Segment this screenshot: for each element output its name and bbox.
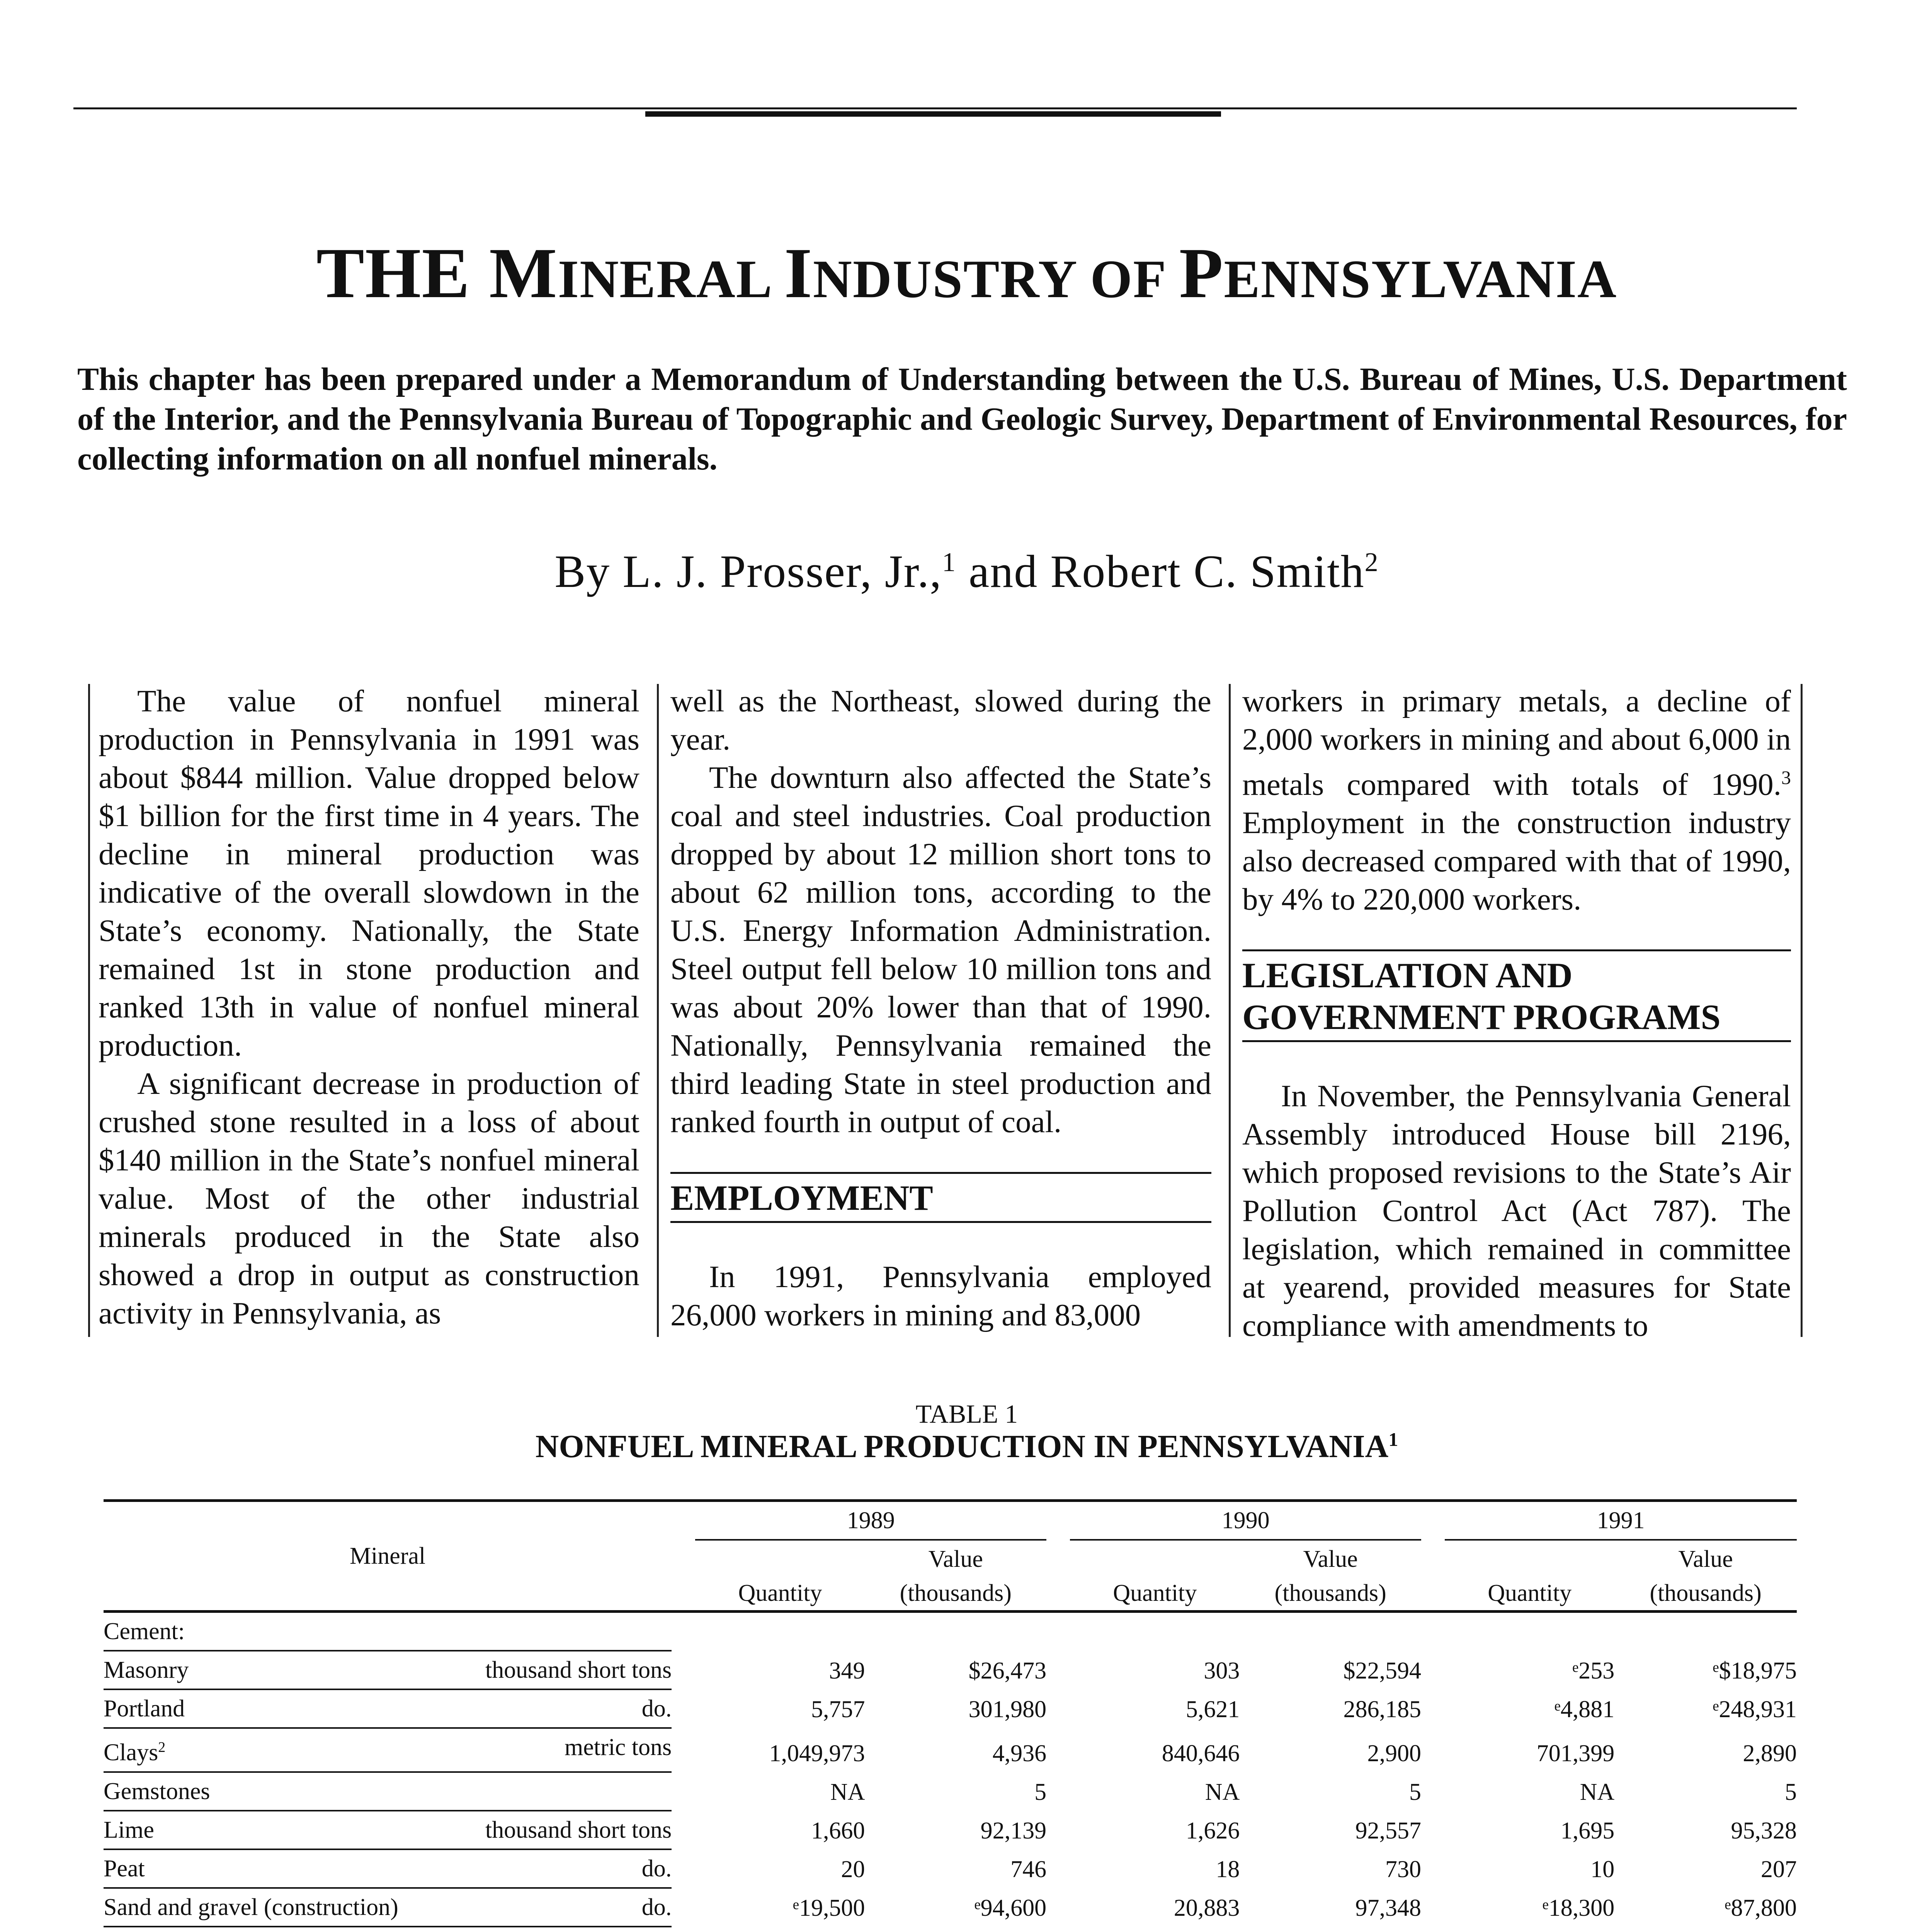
row-label: Lime thousand short tons (104, 1811, 672, 1849)
cell: NA (830, 1779, 865, 1805)
section-heading-employment: EMPLOYMENT (670, 1172, 1211, 1223)
cell: $26,473 (968, 1658, 1047, 1684)
byline: By L. J. Prosser, Jr.,$^1$ and Robert C. Smith$^2$ (554, 546, 1379, 597)
cell: ᵉ$18,975 (1713, 1658, 1797, 1684)
year-header: 1989 (695, 1501, 1046, 1540)
cell: 301,980 (968, 1696, 1047, 1723)
cell: 20,883 (1173, 1895, 1240, 1921)
category-label (104, 1927, 672, 1932)
section-heading-legislation: LEGISLATION AND GOVERNMENT PROGRAMS (1242, 949, 1791, 1042)
cell: 349 (829, 1658, 865, 1684)
cell: 20 (841, 1856, 865, 1883)
mineral-header: Mineral (104, 1501, 672, 1612)
quantity-header: Quantity (1445, 1540, 1614, 1612)
cell: ᵉ18,300 (1542, 1895, 1615, 1921)
cell: 92,557 (1355, 1817, 1421, 1844)
cell: 1,049,973 (769, 1740, 865, 1767)
cell: 97,348 (1355, 1895, 1421, 1921)
cell: ᵉ248,931 (1713, 1696, 1797, 1723)
table-row (104, 1888, 1797, 1927)
text-column-3 (1242, 682, 1791, 1343)
cell: ᵉ94,600 (974, 1895, 1047, 1921)
cell: NA (1580, 1779, 1615, 1805)
cell: 746 (1010, 1856, 1047, 1883)
intro-paragraph: This chapter has been prepared under a Memorandum of Understanding between the U.S. Bureau of Mines, U.S. Department of the Interior, and the Pennsylvania Bureau of Topographic and Geologic Survey, Department of Environmental Resources, for collecting information on all nonfuel minerals. (77, 361, 1847, 477)
year-header: 1991 (1445, 1501, 1797, 1540)
cell: ᵉ4,881 (1554, 1696, 1615, 1723)
table-row (104, 1612, 1797, 1651)
table-row (104, 1772, 1797, 1811)
cell: 5,621 (1185, 1696, 1240, 1723)
value-header: Value (thousands) (865, 1540, 1046, 1612)
cell: 4,936 (992, 1740, 1047, 1767)
table-row (104, 1927, 1797, 1932)
row-label: Peat do. (104, 1849, 672, 1888)
table-row (104, 1651, 1797, 1689)
cell: 2,890 (1743, 1740, 1797, 1767)
cell: 207 (1761, 1856, 1797, 1883)
table-row (104, 1811, 1797, 1849)
column-rule-right (1801, 684, 1803, 1337)
table-label: TABLE 1 (915, 1399, 1018, 1429)
cell: 5 (1785, 1779, 1797, 1805)
paragraph: In 1991, Pennsylvania employed 26,000 workers in mining and 83,000 (670, 1259, 1211, 1332)
row-label: Sand and gravel (construction) do. (104, 1888, 672, 1927)
cell: ᵉ253 (1572, 1658, 1615, 1684)
table-row (104, 1849, 1797, 1888)
cell: 1,660 (811, 1817, 865, 1844)
cell: 5,757 (811, 1696, 865, 1723)
cell: 5 (1409, 1779, 1421, 1805)
category-label: Cement: (104, 1612, 672, 1651)
top-rule-accent (645, 111, 1221, 117)
column-rule-middle-left (657, 684, 659, 1337)
cell: 286,185 (1343, 1696, 1421, 1723)
row-label: Clays$^2$ metric tons (104, 1728, 672, 1772)
value-header: Value (thousands) (1240, 1540, 1421, 1612)
table-row (104, 1728, 1797, 1772)
cell: NA (1205, 1779, 1240, 1805)
column-rule-middle-right (1229, 684, 1231, 1337)
cell: 18 (1216, 1856, 1240, 1883)
cell: ᵉ19,500 (793, 1895, 865, 1921)
quantity-header: Quantity (695, 1540, 865, 1612)
cell: 701,399 (1536, 1740, 1615, 1767)
value-header: Value (thousands) (1614, 1540, 1797, 1612)
row-label: Masonry thousand short tons (104, 1651, 672, 1689)
table-title: NONFUEL MINERAL PRODUCTION IN PENNSYLVANIA$^1$ (535, 1429, 1398, 1464)
production-table (104, 1499, 1797, 1932)
cell: 730 (1385, 1856, 1421, 1883)
paragraph: In November, the Pennsylvania General Assembly introduced House bill 2196, which proposed revisions to the State’s Air Pollution Control Act (Act 787). The legislation, which remained in committee at yearend, provided measures for State compliance with amendments to (1242, 1078, 1791, 1343)
column-rule-left (88, 684, 90, 1337)
page-title: THE MINERAL INDUSTRY OF PENNSYLVANIA (316, 233, 1617, 313)
year-header: 1990 (1070, 1501, 1421, 1540)
cell: 303 (1204, 1658, 1240, 1684)
table-row (104, 1689, 1797, 1728)
cell: 10 (1590, 1856, 1615, 1883)
text-column-1 (99, 682, 639, 1339)
cell: 1,695 (1560, 1817, 1615, 1844)
paragraph: well as the Northeast, slowed during the year. (670, 684, 1211, 757)
cell: 5 (1034, 1779, 1047, 1805)
cell: 92,139 (980, 1817, 1047, 1844)
cell: 1,626 (1185, 1817, 1240, 1844)
cell: ᵉ87,800 (1725, 1895, 1797, 1921)
cell: 2,900 (1367, 1740, 1421, 1767)
text-column-2 (670, 682, 1211, 1339)
cell: 840,646 (1162, 1740, 1240, 1767)
paragraph: workers in primary metals, a decline of 2,000 workers in mining and about 6,000 in metals compared with totals of 1990.$^3$ Employment in the construction industry also decreased compared with that of 1990, by 4% to 220,000 workers. (1242, 684, 1791, 917)
row-label: Gemstones (104, 1772, 672, 1811)
cell: $22,594 (1343, 1658, 1421, 1684)
paragraph: A significant decrease in production of crushed stone resulted in a loss of about $140 million in the State’s nonfuel mineral value. Most of the other industrial minerals produced in the State also showed a drop in output as construction activity in Pennsylvania, as (99, 1066, 639, 1330)
top-rule (73, 107, 1797, 109)
cell: 95,328 (1731, 1817, 1797, 1844)
paragraph: The downturn also affected the State’s coal and steel industries. Coal production dropped by about 12 million short tons to about 62 million tons, according to the U.S. Energy Information Administration. Steel output fell below 10 million tons and was about 20% lower than that of 1990. Nationally, Pennsylvania remained the third leading State in steel production and ranked fourth in output of coal. (670, 760, 1211, 1139)
quantity-header: Quantity (1070, 1540, 1240, 1612)
paragraph: The value of nonfuel mineral production in Pennsylvania in 1991 was about $844 million. Value dropped below $1 billion for the first time in 4 years. The decline in mineral production was indicative of the overall slowdown in the State’s economy. Nationally, the State remained 1st in stone production and ranked 13th in value of nonfuel mineral production. (99, 684, 639, 1063)
row-label: Portland do. (104, 1689, 672, 1728)
